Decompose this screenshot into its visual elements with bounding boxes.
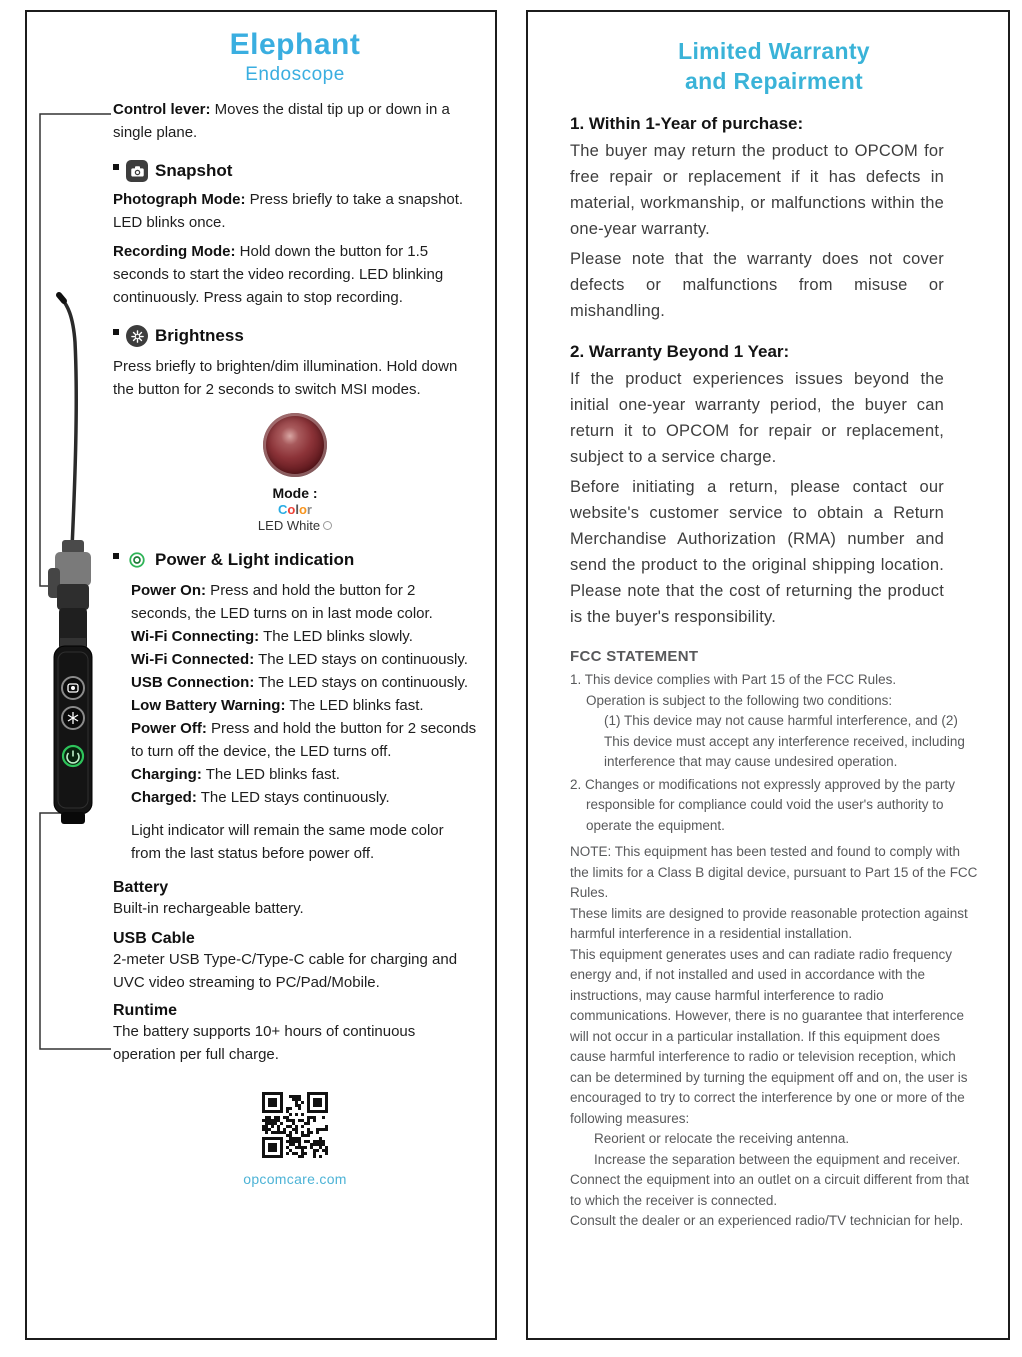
snapshot-heading-label: Snapshot [155,161,233,180]
battery-heading: Battery [113,879,169,896]
product-title: Elephant [229,28,361,61]
fcc-note-line: NOTE: This equipment has been tested and found to comply with the limits for a Class B digital device, pursuant to Part 15 of the FCC Rules. [570,844,978,900]
mode-figure [113,413,477,533]
power-note: Light indicator will remain the same mode color from the last status before power off. [131,822,444,862]
photograph-mode-text: Photograph Mode: Press briefly to take a snapshot. LED blinks once. [113,191,464,231]
power-item: Wi-Fi Connected: The LED stays on continuously. [131,651,468,668]
square-bullet-icon [113,329,119,335]
power-item: Wi-Fi Connecting: The LED blinks slowly. [131,628,413,645]
left-page [25,10,497,1340]
fcc-note-block [570,842,978,1232]
power-item: Charging: The LED blinks fast. [131,766,340,783]
fcc-measure-line: Increase the separation between the equipment and receiver. [594,1151,961,1167]
brightness-heading-label: Brightness [155,326,244,345]
qr-code [113,1092,477,1163]
product-subtitle: Endoscope [245,64,345,85]
fcc-statement-heading: FCC STATEMENT [570,648,699,665]
power-item: Charged: The LED stays continuously. [131,789,390,806]
led-white-label: LED White [113,518,477,533]
mode-label: Mode : [272,485,318,501]
warranty-section-1-paragraph: The buyer may return the product to OPCOM for free repair or replacement if it has defects in material, workmanship, or malfunctions within the one-year warranty. [570,142,944,238]
snapshot-heading [113,160,477,182]
recording-mode-text: Recording Mode: Hold down the button for 1.5 seconds to start the video recording. LED blinking continuously. Press again to stop recording. [113,243,444,306]
fcc-note-line: Connect the equipment into an outlet on a circuit different from that to which the receiver is connected. [570,1172,969,1208]
power-light-heading [113,549,477,571]
fcc-note-line: Consult the dealer or an experienced radio/TV technician for help. [570,1213,964,1228]
fcc-measure-line: Reorient or relocate the receiving antenna. [594,1131,850,1146]
warranty-title: Limited Warranty and Repairment [678,38,870,94]
runtime-text: The battery supports 10+ hours of continuous operation per full charge. [113,1023,416,1063]
fcc-note-line: These limits are designed to provide reasonable protection against harmful interference in a residential installation. [570,905,968,941]
fcc-item-1-conditions: (1) This device may not cause harmful interference, and (2) This device must accept any interference received, including interference that may cause undesired operation. [604,713,965,769]
runtime-heading: Runtime [113,1002,177,1019]
right-page [526,10,1010,1340]
warranty-section-1-heading: 1. Within 1-Year of purchase: [570,114,804,133]
fcc-item-1-continued: Operation is subject to the following two conditions: [586,692,893,708]
warranty-section-2-paragraph: Before initiating a return, please contact our website's customer service to obtain a Return Merchandise Authorization (RMA) number and send the product to the original shipping location. Please note that the cost of returning the product is the buyer's responsibility. [570,478,944,626]
fcc-item-2: 2. Changes or modifications not expressly approved by the party responsible for compliance could void the user's authority to operate the equipment. [570,776,955,833]
power-item: Power Off: Press and hold the button for 2 seconds to turn off the device, the LED turns off. [131,720,477,760]
website-link: opcomcare.com [243,1171,347,1187]
square-bullet-icon [113,164,119,170]
camera-icon [126,160,148,182]
usb-cable-heading: USB Cable [113,930,195,947]
warranty-section-2-paragraph: If the product experiences issues beyond the initial one-year warranty period, the buyer can return it to OPCOM for repair or replacement, subject to a service charge. [570,370,944,466]
warranty-section-2-heading: 2. Warranty Beyond 1 Year: [570,342,790,361]
brightness-heading [113,325,477,347]
power-item: Power On: Press and hold the button for 2 seconds, the LED turns on in last mode color. [131,582,433,622]
endoscope-view-image [263,413,327,477]
usb-cable-text: 2-meter USB Type-C/Type-C cable for charging and UVC video streaming to PC/Pad/Mobile. [113,951,458,991]
control-lever-text: Control lever: Moves the distal tip up or down in a single plane. [113,101,450,141]
power-light-section [113,579,477,865]
power-light-icon [126,549,148,571]
power-light-heading-label: Power & Light indication [155,550,355,569]
brightness-icon [126,325,148,347]
mode-color-word: Color [278,502,312,517]
warranty-section-1-paragraph: Please note that the warranty does not cover defects or malfunctions from misuse or mishandling. [570,250,944,320]
power-item: Low Battery Warning: The LED blinks fast. [131,697,424,714]
fcc-note-line: This equipment generates uses and can radiate radio frequency energy and, if not installed and used in accordance with the instructions, may cause harmful interference to radio communications. However, there is no guarantee that interference will not occur in a particular installation. If this equipment does cause harmful interference to radio or television reception, which can be determined by turning the equipment off and on, the user is encouraged to try to correct the interference by one or more of the following measures: [570,946,968,1126]
battery-text: Built-in rechargeable battery. [113,900,304,917]
white-led-icon [323,521,332,530]
square-bullet-icon [113,553,119,559]
power-item: USB Connection: The LED stays on continuously. [131,674,469,691]
fcc-item-1: 1. This device complies with Part 15 of the FCC Rules. [570,672,897,687]
brightness-text: Press briefly to brighten/dim illumination. Hold down the button for 2 seconds to switch MSI modes. [113,358,458,398]
